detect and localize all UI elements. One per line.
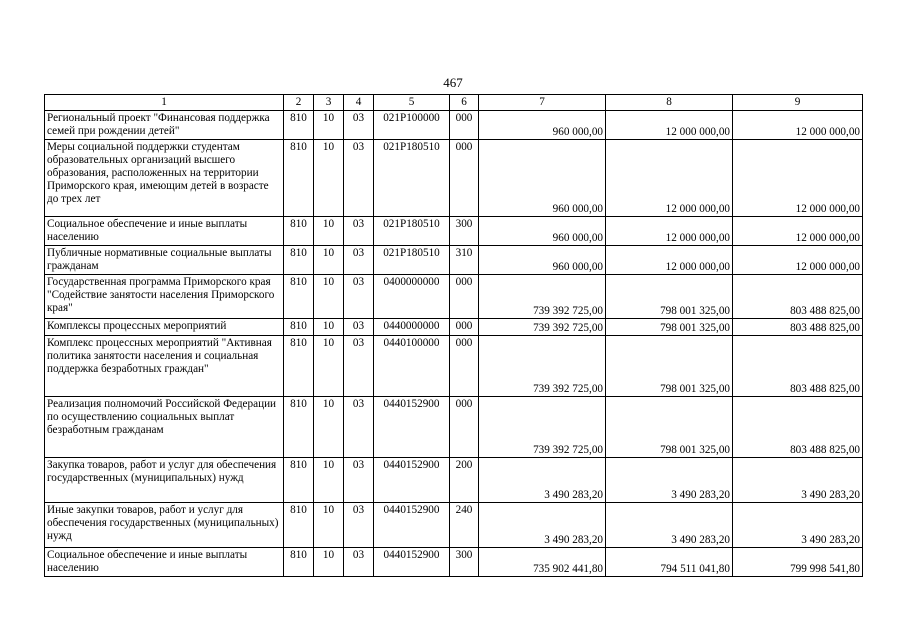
amount-col7-cell: 735 902 441,80 <box>479 548 606 577</box>
table-row <box>45 217 863 246</box>
ministry-code-cell: 810 <box>284 336 314 397</box>
amount-col8-cell: 798 001 325,00 <box>606 275 733 319</box>
subsection-code-cell: 03 <box>344 397 374 458</box>
amount-col9-cell: 803 488 825,00 <box>733 275 863 319</box>
header-cell: 8 <box>606 95 733 111</box>
budget-table <box>44 94 863 577</box>
expense-type-cell: 300 <box>450 217 479 246</box>
ministry-code-cell: 810 <box>284 319 314 336</box>
section-code-cell: 10 <box>314 246 344 275</box>
target-article-cell: 0440152900 <box>374 548 450 577</box>
ministry-code-cell: 810 <box>284 397 314 458</box>
target-article-cell: 0440000000 <box>374 319 450 336</box>
target-article-cell: 0440152900 <box>374 503 450 548</box>
amount-col7-cell: 739 392 725,00 <box>479 397 606 458</box>
ministry-code-cell: 810 <box>284 503 314 548</box>
section-code-cell: 10 <box>314 503 344 548</box>
page-number: 467 <box>443 75 463 90</box>
item-name-cell: Меры социальной поддержки студентам образовательных организаций высшего образования, расположенных на территории Приморского края, имеющим детей в возрасте до трех лет <box>45 140 284 217</box>
header-cell: 7 <box>479 95 606 111</box>
amount-col7-cell: 3 490 283,20 <box>479 503 606 548</box>
ministry-code-cell: 810 <box>284 458 314 503</box>
table-row <box>45 140 863 217</box>
item-name-cell: Закупка товаров, работ и услуг для обеспечения государственных (муниципальных) нужд <box>45 458 284 503</box>
expense-type-cell: 300 <box>450 548 479 577</box>
amount-col8-cell: 12 000 000,00 <box>606 140 733 217</box>
header-cell: 9 <box>733 95 863 111</box>
target-article-cell: 021P180510 <box>374 246 450 275</box>
ministry-code-cell: 810 <box>284 140 314 217</box>
subsection-code-cell: 03 <box>344 140 374 217</box>
amount-col7-cell: 3 490 283,20 <box>479 458 606 503</box>
subsection-code-cell: 03 <box>344 246 374 275</box>
amount-col8-cell: 798 001 325,00 <box>606 336 733 397</box>
table-row <box>45 111 863 140</box>
section-code-cell: 10 <box>314 111 344 140</box>
table-row <box>45 548 863 577</box>
amount-col9-cell: 803 488 825,00 <box>733 397 863 458</box>
item-name-cell: Социальное обеспечение и иные выплаты населению <box>45 217 284 246</box>
ministry-code-cell: 810 <box>284 246 314 275</box>
expense-type-cell: 310 <box>450 246 479 275</box>
subsection-code-cell: 03 <box>344 217 374 246</box>
ministry-code-cell: 810 <box>284 548 314 577</box>
amount-col9-cell: 12 000 000,00 <box>733 140 863 217</box>
amount-col7-cell: 960 000,00 <box>479 246 606 275</box>
ministry-code-cell: 810 <box>284 217 314 246</box>
subsection-code-cell: 03 <box>344 275 374 319</box>
amount-col9-cell: 12 000 000,00 <box>733 217 863 246</box>
target-article-cell: 0440100000 <box>374 336 450 397</box>
ministry-code-cell: 810 <box>284 111 314 140</box>
section-code-cell: 10 <box>314 397 344 458</box>
target-article-cell: 021P180510 <box>374 140 450 217</box>
section-code-cell: 10 <box>314 548 344 577</box>
amount-col9-cell: 12 000 000,00 <box>733 111 863 140</box>
section-code-cell: 10 <box>314 140 344 217</box>
target-article-cell: 0400000000 <box>374 275 450 319</box>
table-row <box>45 275 863 319</box>
expense-type-cell: 000 <box>450 319 479 336</box>
table-row <box>45 503 863 548</box>
expense-type-cell: 200 <box>450 458 479 503</box>
amount-col7-cell: 739 392 725,00 <box>479 336 606 397</box>
amount-col8-cell: 12 000 000,00 <box>606 246 733 275</box>
amount-col9-cell: 12 000 000,00 <box>733 246 863 275</box>
header-cell: 4 <box>344 95 374 111</box>
header-cell: 2 <box>284 95 314 111</box>
ministry-code-cell: 810 <box>284 275 314 319</box>
amount-col8-cell: 3 490 283,20 <box>606 503 733 548</box>
amount-col7-cell: 960 000,00 <box>479 140 606 217</box>
amount-col9-cell: 799 998 541,80 <box>733 548 863 577</box>
table-row <box>45 319 863 336</box>
header-cell: 3 <box>314 95 344 111</box>
header-row <box>45 95 863 111</box>
amount-col8-cell: 798 001 325,00 <box>606 397 733 458</box>
header-cell: 1 <box>45 95 284 111</box>
subsection-code-cell: 03 <box>344 458 374 503</box>
amount-col7-cell: 960 000,00 <box>479 111 606 140</box>
item-name-cell: Публичные нормативные социальные выплаты гражданам <box>45 246 284 275</box>
expense-type-cell: 240 <box>450 503 479 548</box>
subsection-code-cell: 03 <box>344 111 374 140</box>
table-row <box>45 246 863 275</box>
table-body <box>45 111 863 577</box>
item-name-cell: Социальное обеспечение и иные выплаты населению <box>45 548 284 577</box>
header-cell: 5 <box>374 95 450 111</box>
item-name-cell: Иные закупки товаров, работ и услуг для обеспечения государственных (муниципальных) нужд <box>45 503 284 548</box>
section-code-cell: 10 <box>314 275 344 319</box>
subsection-code-cell: 03 <box>344 319 374 336</box>
amount-col8-cell: 12 000 000,00 <box>606 111 733 140</box>
item-name-cell: Комплекс процессных мероприятий "Активная политика занятости населения и социальная поддержка безработных граждан" <box>45 336 284 397</box>
table-header <box>45 95 863 111</box>
amount-col7-cell: 739 392 725,00 <box>479 275 606 319</box>
section-code-cell: 10 <box>314 217 344 246</box>
amount-col8-cell: 3 490 283,20 <box>606 458 733 503</box>
item-name-cell: Государственная программа Приморского края "Содействие занятости населения Приморского края" <box>45 275 284 319</box>
amount-col9-cell: 803 488 825,00 <box>733 336 863 397</box>
target-article-cell: 021P100000 <box>374 111 450 140</box>
amount-col9-cell: 3 490 283,20 <box>733 503 863 548</box>
amount-col8-cell: 12 000 000,00 <box>606 217 733 246</box>
table-row <box>45 336 863 397</box>
expense-type-cell: 000 <box>450 336 479 397</box>
amount-col9-cell: 3 490 283,20 <box>733 458 863 503</box>
subsection-code-cell: 03 <box>344 503 374 548</box>
section-code-cell: 10 <box>314 336 344 397</box>
subsection-code-cell: 03 <box>344 336 374 397</box>
amount-col8-cell: 798 001 325,00 <box>606 319 733 336</box>
header-cell: 6 <box>450 95 479 111</box>
subsection-code-cell: 03 <box>344 548 374 577</box>
amount-col9-cell: 803 488 825,00 <box>733 319 863 336</box>
target-article-cell: 0440152900 <box>374 458 450 503</box>
table-row <box>45 397 863 458</box>
table-row <box>45 458 863 503</box>
item-name-cell: Комплексы процессных мероприятий <box>45 319 284 336</box>
amount-col7-cell: 739 392 725,00 <box>479 319 606 336</box>
item-name-cell: Региональный проект "Финансовая поддержка семей при рождении детей" <box>45 111 284 140</box>
expense-type-cell: 000 <box>450 111 479 140</box>
section-code-cell: 10 <box>314 319 344 336</box>
item-name-cell: Реализация полномочий Российской Федерации по осуществлению социальных выплат безработным гражданам <box>45 397 284 458</box>
amount-col8-cell: 794 511 041,80 <box>606 548 733 577</box>
target-article-cell: 021P180510 <box>374 217 450 246</box>
amount-col7-cell: 960 000,00 <box>479 217 606 246</box>
expense-type-cell: 000 <box>450 140 479 217</box>
section-code-cell: 10 <box>314 458 344 503</box>
expense-type-cell: 000 <box>450 275 479 319</box>
expense-type-cell: 000 <box>450 397 479 458</box>
target-article-cell: 0440152900 <box>374 397 450 458</box>
